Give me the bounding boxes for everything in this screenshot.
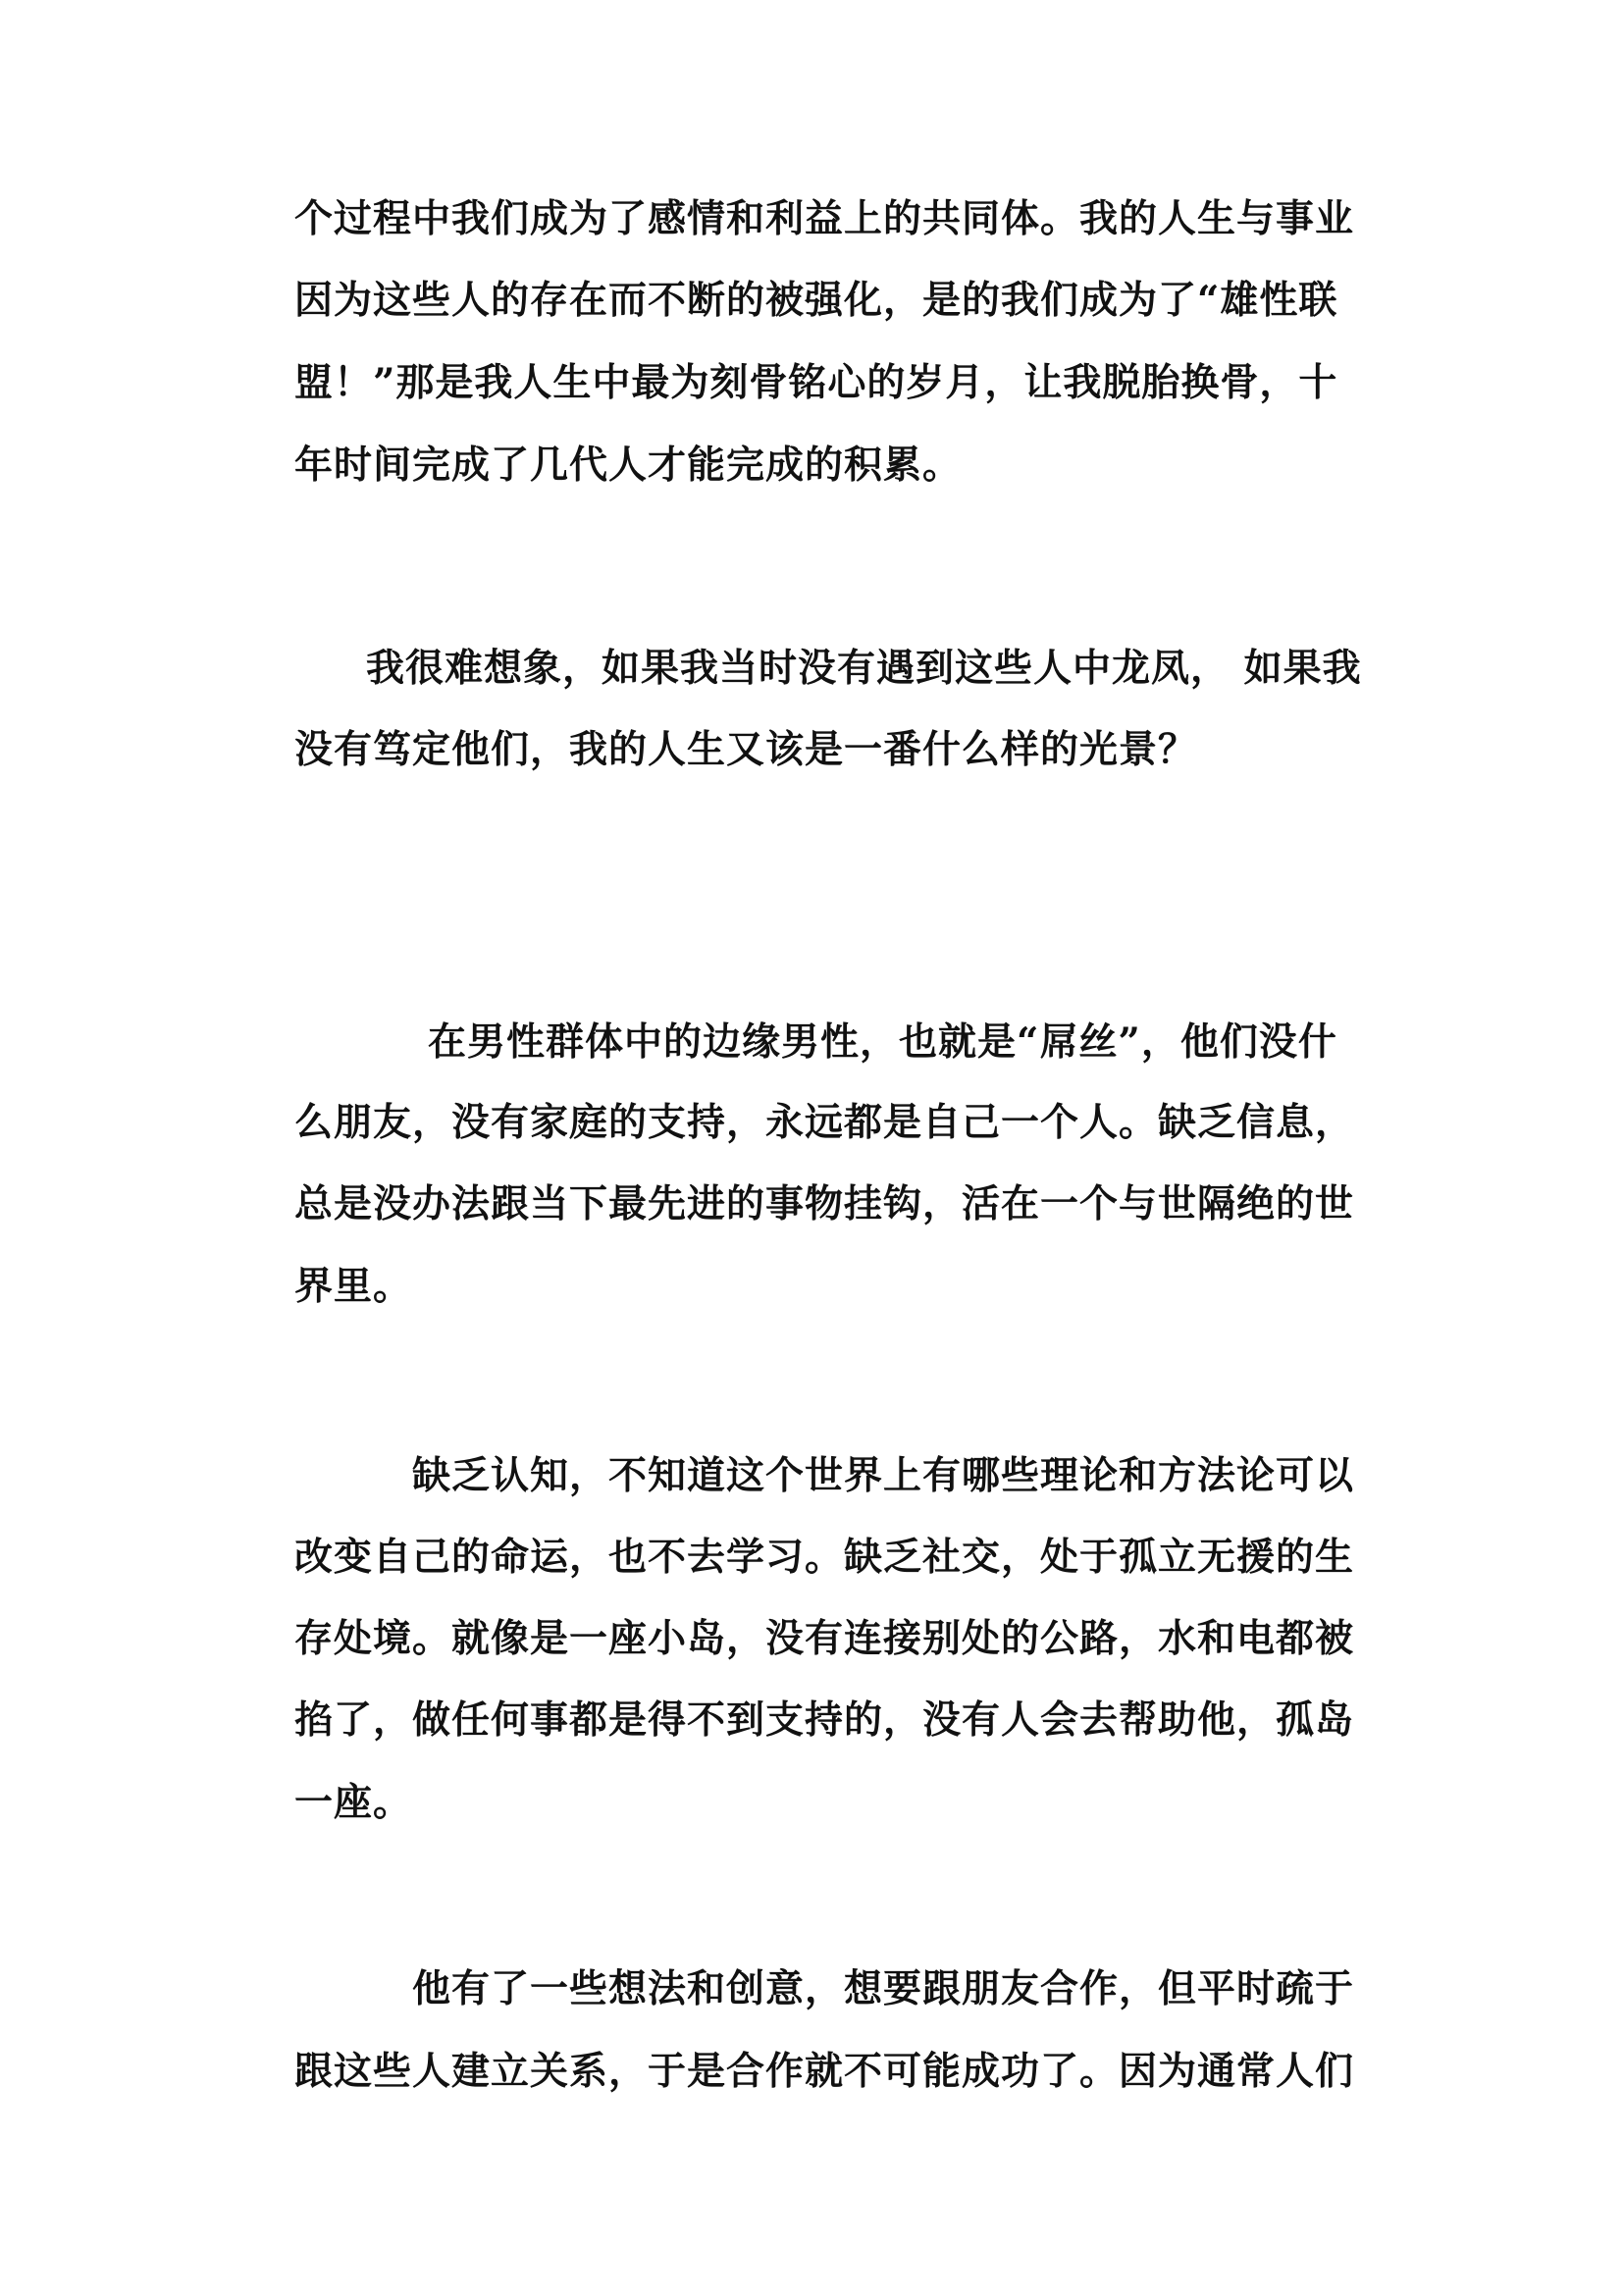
paragraph-5-line-1: 他有了一些想法和创意，想要跟朋友合作，但平时疏于 bbox=[412, 1966, 1355, 2011]
paragraph-1-line-2: 因为这些人的存在而不断的被强化，是的我们成为了“雄性联 bbox=[294, 278, 1338, 323]
paragraph-4-line-3: 存处境。就像是一座小岛，没有连接别处的公路，水和电都被 bbox=[294, 1616, 1355, 1661]
paragraph-1-line-3: 盟！”那是我人生中最为刻骨铭心的岁月，让我脱胎换骨，十 bbox=[294, 360, 1338, 405]
paragraph-2-line-1: 我很难想象，如果我当时没有遇到这些人中龙凤， 如果我 bbox=[366, 646, 1362, 691]
paragraph-4-line-4: 掐了，做任何事都是得不到支持的，没有人会去帮助他，孤岛 bbox=[294, 1697, 1355, 1743]
paragraph-1-line-4: 年时间完成了几代人才能完成的积累。 bbox=[294, 443, 963, 488]
paragraph-2-line-2: 没有笃定他们，我的人生又该是一番什么样的光景？ bbox=[294, 727, 1198, 772]
paragraph-5-line-2: 跟这些人建立关系，于是合作就不可能成功了。因为通常人们 bbox=[294, 2049, 1355, 2094]
paragraph-1-line-1: 个过程中我们成为了感情和利益上的共同体。我的人生与事业 bbox=[294, 196, 1355, 241]
paragraph-3-line-1: 在男性群体中的边缘男性，也就是“屌丝”，他们没什 bbox=[428, 1019, 1337, 1065]
paragraph-4-line-5: 一座。 bbox=[294, 1780, 413, 1825]
paragraph-3-line-3: 总是没办法跟当下最先进的事物挂钩，活在一个与世隔绝的世 bbox=[294, 1181, 1355, 1226]
paragraph-3-line-4: 界里。 bbox=[294, 1264, 413, 1309]
paragraph-4-line-1: 缺乏认知，不知道这个世界上有哪些理论和方法论可以 bbox=[412, 1453, 1355, 1498]
paragraph-3-line-2: 么朋友，没有家庭的支持，永远都是自己一个人。缺乏信息， bbox=[294, 1100, 1355, 1145]
paragraph-4-line-2: 改变自己的命运，也不去学习。缺乏社交，处于孤立无援的生 bbox=[294, 1535, 1355, 1580]
